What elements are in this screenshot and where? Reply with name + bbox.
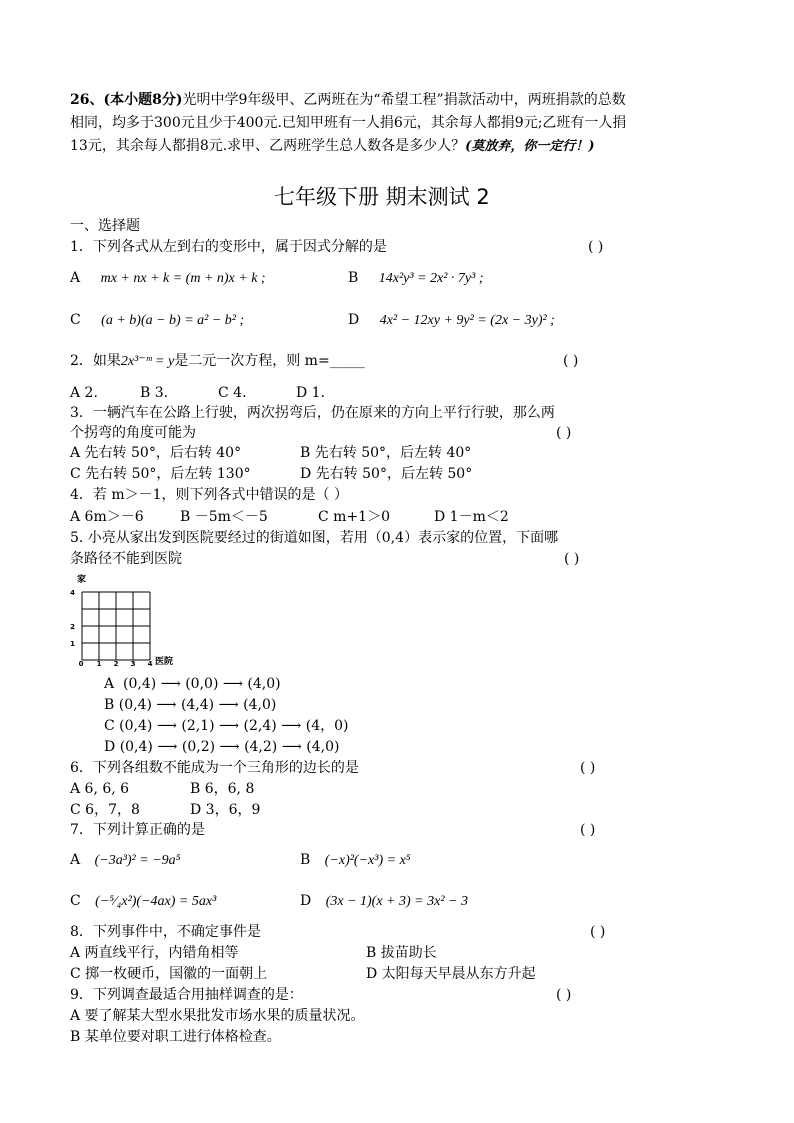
q7-option-a	[70, 850, 181, 871]
q26-text3: 13元，其余每人都捐8元.求甲、乙两班学生总人数各是多少人？	[70, 138, 466, 154]
right-arrow-icon: ⟶	[156, 697, 177, 713]
q8-stem: 8．下列事件中，不确定事件是	[70, 924, 261, 940]
q2-stem	[70, 351, 365, 372]
option-formula: 4x² − 12xy + 9y² = (2x − 3y)² ;	[379, 313, 555, 328]
x-tick-2: 2	[113, 660, 119, 666]
option-label: A	[70, 270, 81, 286]
q4-option-c: C m+1＞0	[318, 509, 390, 525]
path-point: (4,0)	[247, 676, 281, 692]
right-arrow-icon: ⟶	[156, 718, 177, 734]
path-label: A	[104, 676, 115, 692]
q9-answer-paren: ( )	[556, 987, 572, 1003]
q26-points: (本小题8分)	[103, 92, 183, 108]
x-tick-1: 1	[96, 660, 102, 666]
y-tick-4: 4	[70, 589, 75, 597]
long-right-arrow-icon: ⟶	[218, 697, 239, 713]
q2-answer-paren: ( )	[563, 353, 579, 369]
hospital-label: 医院	[155, 657, 174, 666]
q7-answer-paren: ( )	[580, 822, 596, 838]
q3-option-d: D 先右转 50°，后左转 50°	[300, 466, 473, 482]
x-tick-0: 0	[78, 660, 84, 666]
path-point: (0,4)	[119, 718, 153, 734]
q8-option-a: A 两直线平行，内错角相等	[70, 945, 239, 961]
q2-stem-pre: 2．如果	[70, 353, 121, 369]
q6-answer-paren: ( )	[580, 760, 596, 776]
q4-option-b: B －5m＜－5	[180, 509, 268, 525]
q6-option-c: C 6，7，8	[70, 802, 140, 818]
long-right-arrow-icon: ⟶	[219, 739, 240, 755]
q5-stem-line2: 条路径不能到医院	[70, 551, 182, 567]
q9-option-b: B 某单位要对职工进行体格检查。	[70, 1029, 281, 1045]
path-point: (2,4)	[243, 718, 277, 734]
option-formula: (a + b)(a − b) = a² − b² ;	[101, 313, 245, 328]
option-label: C	[70, 893, 81, 909]
q2-stem-post: 是二元一次方程，则 m=_____	[174, 353, 365, 369]
q2-equation: 2x³⁻ᵐ = y	[120, 354, 175, 369]
right-arrow-icon: ⟶	[281, 718, 302, 734]
path-label: C	[104, 718, 115, 734]
right-arrow-icon: ⟶	[160, 676, 181, 692]
q4-stem: 4．若 m＞－1，则下列各式中错误的是（ ）	[70, 487, 348, 503]
path-point: (4，0)	[305, 718, 349, 734]
q3-answer-paren: ( )	[556, 425, 572, 441]
path-point: (4,4)	[180, 697, 215, 713]
path-point: (0,4)	[118, 697, 152, 713]
q5-path-b	[104, 695, 276, 715]
option-formula: (−⁵⁄₄x²)(−4ax) = 5ax³	[95, 894, 217, 909]
option-formula: 14x²y³ = 2x² · 7y³ ;	[378, 271, 484, 286]
option-label: D	[300, 893, 312, 909]
home-label: 家	[77, 575, 87, 585]
q6-option-b: B 6，6, 8	[190, 781, 255, 797]
q2-option-d: D 1.	[296, 385, 326, 401]
q3-stem-line1: 3．一辆汽车在公路上行驶，两次拐弯后，仍在原来的方向上平行行驶，那么两	[70, 405, 555, 421]
q6-stem: 6．下列各组数不能成为一个三角形的边长的是	[70, 760, 359, 776]
q1-option-c	[70, 310, 244, 331]
q3-stem-line2: 个拐弯的角度可能为	[70, 425, 196, 441]
option-formula: (−x)²(−x³) = x⁵	[324, 853, 411, 868]
y-tick-1: 1	[70, 640, 75, 648]
q5-path-c	[104, 716, 348, 736]
q2-option-a: A 2.	[70, 385, 98, 401]
grid-lines	[82, 592, 150, 660]
path-point: (2,1)	[181, 718, 215, 734]
q1-stem: 1．下列各式从左到右的变形中，属于因式分解的是	[70, 239, 387, 255]
q3-option-a: A 先右转 50°，后右转 40°	[70, 445, 242, 461]
q26-text1: 光明中学9年级甲、乙两班在为“希望工程”捐款活动中，两班捐款的总数	[182, 92, 626, 108]
section-heading: 一、选择题	[70, 218, 140, 234]
q8-answer-paren: ( )	[590, 924, 606, 940]
q1-option-a	[70, 268, 266, 289]
q1-option-b	[348, 268, 484, 289]
q7-option-c	[70, 891, 216, 912]
path-point: (0,4)	[123, 676, 157, 692]
q7-option-b	[300, 850, 411, 871]
q26-line3	[70, 136, 594, 157]
q3-option-b: B 先右转 50°，后左转 40°	[300, 445, 472, 461]
q26-line1	[70, 90, 626, 110]
q26-line2: 相同，均多于300元且少于400元.已知甲班有一人捐6元，其余每人都捐9元;乙班有一人捐	[70, 115, 627, 131]
q26-number: 26、	[70, 92, 104, 108]
q2-option-c: C 4.	[218, 385, 247, 401]
option-label: C	[70, 312, 81, 328]
path-point: (4,2)	[244, 739, 278, 755]
path-label: D	[104, 739, 116, 755]
q3-option-c: C 先右转 50°，后左转 130°	[70, 466, 251, 482]
option-formula: (3x − 1)(x + 3) = 3x² − 3	[325, 894, 468, 909]
right-arrow-icon: ⟶	[222, 676, 243, 692]
option-formula: mx + nx + k = (m + n)x + k ;	[100, 271, 266, 286]
q6-option-a: A 6, 6, 6	[70, 781, 130, 797]
path-point: (0,2)	[181, 739, 216, 755]
q5-answer-paren: ( )	[564, 551, 580, 567]
q7-option-d	[300, 891, 468, 912]
right-arrow-icon: ⟶	[281, 739, 302, 755]
q5-stem-line1: 5. 小亮从家出发到医院要经过的街道如图，若用（0,4）表示家的位置，下面哪	[70, 530, 559, 546]
q5-path-a	[104, 674, 281, 694]
q8-option-d: D 太阳每天早晨从东方升起	[366, 966, 536, 982]
option-label: D	[348, 312, 360, 328]
q9-option-a: A 要了解某大型水果批发市场水果的质量状况。	[70, 1008, 365, 1024]
page-title: 七年级下册 期末测试 2	[274, 185, 490, 209]
path-point: (0,0)	[185, 676, 219, 692]
q8-option-b: B 拔苗助长	[366, 945, 437, 961]
option-label: B	[348, 270, 359, 286]
path-point: (4,0)	[243, 697, 277, 713]
q7-stem: 7．下列计算正确的是	[70, 822, 205, 838]
option-label: B	[300, 852, 311, 868]
q1-option-d	[348, 310, 555, 331]
option-formula: (−3a³)² = −9a⁵	[94, 853, 181, 868]
option-label: A	[70, 852, 81, 868]
long-right-arrow-icon: ⟶	[219, 718, 240, 734]
right-arrow-icon: ⟶	[157, 739, 178, 755]
q26-slogan: (莫放弃，你一定行！)	[465, 139, 595, 154]
path-label: B	[104, 697, 115, 713]
street-grid-figure	[66, 570, 186, 666]
q8-option-c: C 掷一枚硬币，国徽的一面朝上	[70, 966, 268, 982]
q4-option-d: D 1－m＜2	[434, 509, 509, 525]
x-tick-4: 4	[147, 660, 153, 666]
y-tick-2: 2	[70, 623, 75, 631]
x-tick-3: 3	[130, 660, 136, 666]
q1-answer-paren: ( )	[588, 239, 604, 255]
q5-path-d	[104, 737, 339, 757]
q6-option-d: D 3，6，9	[190, 802, 261, 818]
path-point: (4,0)	[306, 739, 340, 755]
q2-option-b: B 3.	[140, 385, 169, 401]
path-point: (0,4)	[119, 739, 153, 755]
q4-option-a: A 6m＞－6	[70, 509, 144, 525]
q9-stem: 9．下列调查最适合用抽样调查的是：	[70, 987, 303, 1003]
